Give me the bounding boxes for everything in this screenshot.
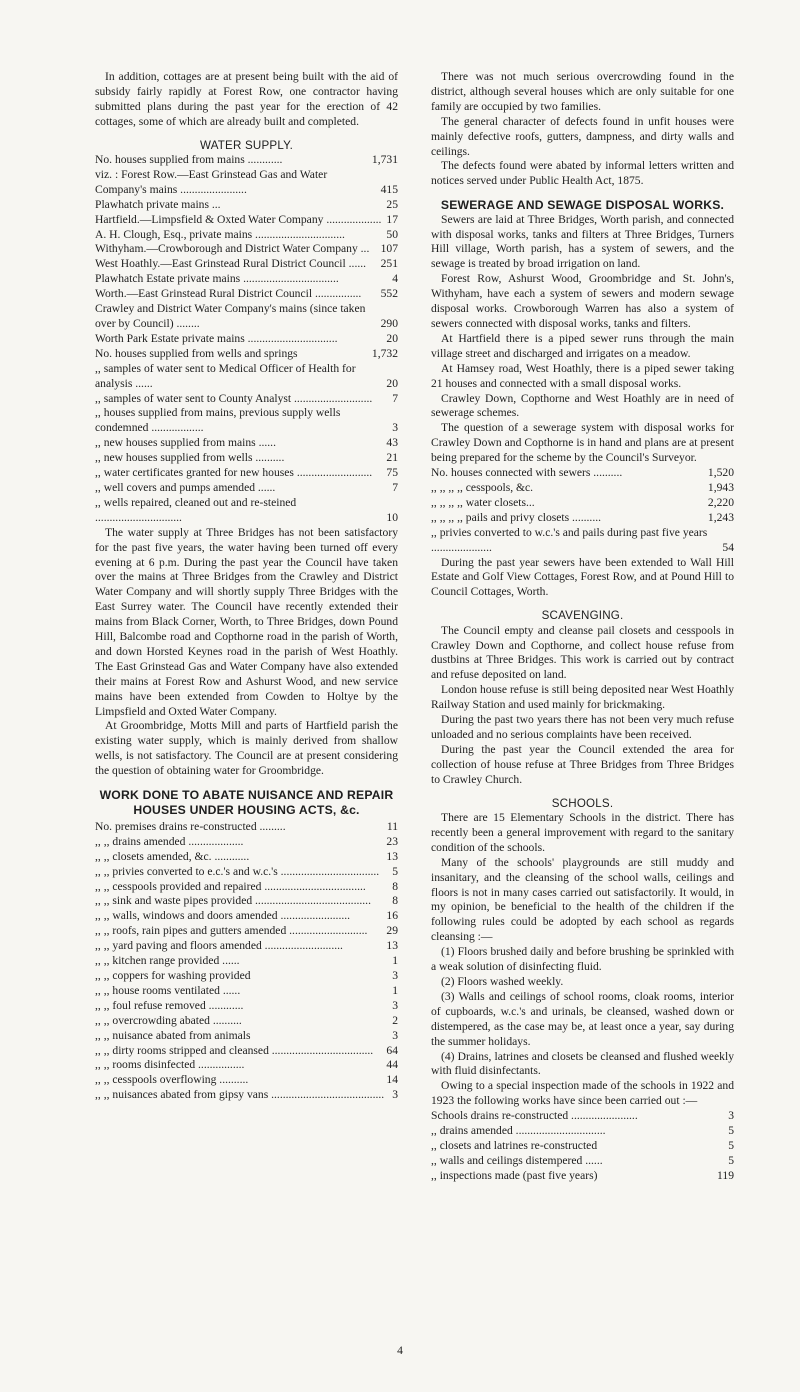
water-supply-row-value: 552 — [380, 287, 398, 301]
water-supply-row-label: Withyham.—Crowborough and District Water Company ... — [95, 242, 370, 256]
water-supply-row-label: Hartfield.—Limpsfield & Oxted Water Company ................... — [95, 212, 382, 226]
water-supply-row-value: 43 — [386, 436, 398, 450]
water-supply-row — [95, 242, 398, 257]
water-supply-row — [95, 213, 398, 228]
water-supply-row — [95, 496, 398, 526]
water-supply-row-label: No. houses supplied from wells and springs — [95, 346, 298, 360]
water-paragraph-1: The water supply at Three Bridges has not been satisfactory for the past five years, the water having been turned off every evening at 6 p.m. During the past year the Council have taken over the mains at Three Bridges from the Crawley and District Water Company and will shortly supply Three Bridges with the East Surrey water. The Council have recently extended their mains from Black Corner, Worth, to Three Bridges, down Pound Hill, Balcombe road and Copthorne road in the parish of Worth, and down Horsted Keynes road in the parish of West Hoathly. The East Grinstead Gas and Water Company have also extended their mains at Forest Row and Ashurst Wood, and new service mains have been extended from Cowden to Holtye by the Limpsfield and Oxted Water Company. — [95, 525, 398, 718]
schools-paragraph-1: There are 15 Elementary Schools in the district. There has recently been a general improvement with regard to the sanitary condition of the schools. — [431, 811, 734, 854]
sewer-connections-row-value: 2,220 — [707, 495, 734, 509]
sewer-connections-row — [431, 481, 734, 496]
overcrowding-paragraph-1: There was not much serious overcrowding found in the district, although several houses which are only suitable for one family are occupied by two families. — [431, 70, 734, 113]
work-done-row-label: ,, ,, roofs, rain pipes and gutters amended ........................... — [95, 924, 368, 938]
water-supply-row-value: 21 — [386, 451, 398, 465]
water-supply-row-value: 10 — [386, 510, 398, 524]
work-done-row-label: ,, ,, walls, windows and doors amended ........................ — [95, 909, 351, 923]
water-supply-row-label: ,, new houses supplied from mains ...... — [95, 436, 276, 450]
water-supply-row-value: 20 — [386, 376, 398, 390]
schools-works-row-label: ,, closets and latrines re-constructed — [431, 1138, 598, 1152]
sewer-connections-row-label: ,, privies converted to w.c.'s and pails during past five years ..................... — [431, 525, 708, 554]
water-supply-row-value: 415 — [380, 182, 398, 196]
sewerage-paragraph-4: At Hamsey road, West Hoathly, there is a piped sewer taking 21 houses and connected with a small disposal works. — [431, 361, 734, 390]
work-done-row-value: 11 — [386, 819, 398, 833]
water-supply-row-label: Plawhatch private mains ... — [95, 197, 221, 211]
work-done-row-value: 5 — [392, 864, 398, 878]
work-done-row-label: ,, ,, sink and waste pipes provided ........................................ — [95, 894, 371, 908]
work-done-row-label: ,, ,, house rooms ventilated ...... — [95, 983, 241, 997]
work-done-row — [95, 1044, 398, 1059]
schools-paragraph-2: Many of the schools' playgrounds are still muddy and insanitary, and the cleansing of the school walls, ceilings and floors is not in many cases carried out satisfactorily. It would, in my opinion, be beneficial to the health of the children if the following rules could be adopted by each school as regards cleansing :— — [431, 855, 734, 944]
sewer-connections-table — [431, 466, 734, 555]
work-done-row — [95, 954, 398, 969]
work-done-row-label: ,, ,, overcrowding abated .......... — [95, 1013, 242, 1027]
work-done-row-label: ,, ,, coppers for washing provided — [95, 968, 251, 982]
water-supply-row-label: A. H. Clough, Esq., private mains ............................... — [95, 227, 345, 241]
work-done-row — [95, 1029, 398, 1044]
work-done-row-value: 13 — [386, 939, 398, 953]
work-done-row-value: 16 — [386, 909, 398, 923]
schools-works-row-value: 5 — [728, 1138, 734, 1152]
water-supply-row-label: Plawhatch Estate private mains ................................. — [95, 272, 339, 286]
sewer-connections-row-label: No. houses connected with sewers .......... — [431, 466, 623, 480]
work-done-row-value: 8 — [392, 894, 398, 908]
work-done-row-value: 3 — [392, 998, 398, 1012]
water-supply-row — [95, 287, 398, 302]
work-done-row — [95, 880, 398, 895]
work-done-row-label: ,, ,, nuisances abated from gipsy vans ....................................... — [95, 1088, 385, 1102]
sewerage-paragraph-2: Forest Row, Ashurst Wood, Groombridge and St. John's, Withyham, have each a system of sewers and modern sewage disposal works. Crowborough Warren has also a system of sewers connected with disposal works, tanks and filters. — [431, 272, 734, 330]
work-done-row — [95, 999, 398, 1014]
work-done-row-value: 44 — [386, 1058, 398, 1072]
water-supply-row-value: 251 — [380, 257, 398, 271]
overcrowding-paragraph-2: The general character of defects found in unfit houses were mainly defective roofs, gutters, dampness, and dirty walls and ceilings. — [431, 114, 734, 158]
water-supply-row-value: 7 — [392, 480, 398, 494]
schools-works-row-value: 119 — [717, 1168, 734, 1182]
sewerage-paragraph-5: Crawley Down, Copthorne and West Hoathly are in need of sewerage schemes. — [431, 391, 734, 420]
work-done-row-value: 3 — [392, 1088, 398, 1102]
water-supply-row-value: 50 — [386, 227, 398, 241]
water-supply-row-value: 1,731 — [371, 153, 398, 167]
water-supply-row-label: ,, wells repaired, cleaned out and re-steined .............................. — [95, 495, 297, 524]
work-done-row-value: 13 — [386, 849, 398, 863]
sewer-connections-row — [431, 511, 734, 526]
water-supply-row-value: 1,732 — [371, 346, 398, 360]
work-done-row — [95, 894, 398, 909]
water-supply-row — [95, 466, 398, 481]
water-supply-row — [95, 362, 398, 392]
work-done-row-label: ,, ,, rooms disinfected ................ — [95, 1058, 245, 1072]
schools-works-row — [431, 1124, 734, 1139]
work-done-row-value: 1 — [392, 983, 398, 997]
water-supply-row — [95, 257, 398, 272]
work-done-row-value: 1 — [392, 954, 398, 968]
water-supply-row — [95, 406, 398, 436]
water-supply-row-label: ,, samples of water sent to Medical Officer of Health for analysis ...... — [95, 361, 356, 390]
water-supply-row-label: ,, new houses supplied from wells .......... — [95, 451, 285, 465]
work-done-row-label: ,, ,, dirty rooms stripped and cleansed ................................... — [95, 1043, 374, 1057]
sewer-connections-row-label: ,, ,, ,, ,, cesspools, &c. — [431, 480, 534, 494]
water-supply-row-value: 290 — [380, 317, 398, 330]
schools-rule-1: (1) Floors brushed daily and before brushing be sprinkled with a weak solution of disinfecting fluid. — [431, 945, 734, 974]
water-supply-heading: WATER SUPPLY. — [199, 138, 293, 152]
work-done-row-label: ,, ,, cesspools provided and repaired ................................... — [95, 879, 366, 893]
water-supply-row — [95, 198, 398, 213]
water-supply-row-label: Worth.—East Grinstead Rural District Council ................ — [95, 287, 362, 301]
scavenging-paragraph-2: London house refuse is still being deposited near West Hoathly Railway Station and used mainly for brickmaking. — [431, 683, 734, 712]
schools-works-row-value: 5 — [728, 1124, 734, 1138]
work-done-row-label: ,, ,, drains amended ................... — [95, 834, 244, 848]
work-done-row-value: 23 — [386, 834, 398, 848]
work-done-row-label: ,, ,, nuisance abated from animals — [95, 1028, 251, 1042]
work-done-row — [95, 984, 398, 999]
water-supply-row-value: 107 — [380, 242, 398, 256]
work-done-row-value: 29 — [386, 924, 398, 938]
schools-paragraph-3: Owing to a special inspection made of the schools in 1922 and 1923 the following works have since been carried out :— — [431, 1079, 734, 1108]
water-supply-row-label: ,, well covers and pumps amended ...... — [95, 480, 276, 494]
work-done-row — [95, 865, 398, 880]
water-supply-row-label: West Hoathly.—East Grinstead Rural District Council ...... — [95, 257, 367, 271]
schools-works-row-value: 5 — [728, 1153, 734, 1167]
schools-rule-2: (2) Floors washed weekly. — [441, 974, 564, 988]
water-supply-row-value: 20 — [386, 331, 398, 345]
overcrowding-paragraph-3: The defects found were abated by informal letters written and notices served under Public Health Act, 1875. — [431, 159, 734, 188]
work-done-row-value: 3 — [392, 968, 398, 982]
water-supply-row — [95, 272, 398, 287]
scavenging-heading: SCAVENGING. — [541, 609, 624, 623]
water-supply-row-value: 7 — [392, 391, 398, 405]
water-supply-row-value: 3 — [392, 421, 398, 435]
schools-works-row — [431, 1139, 734, 1154]
work-done-row-label: ,, ,, cesspools overflowing .......... — [95, 1073, 249, 1087]
right-column — [431, 70, 734, 1184]
water-supply-row — [95, 168, 398, 198]
water-supply-row-label: ,, houses supplied from mains, previous supply wells condemned .................. — [95, 406, 341, 435]
left-column — [95, 70, 398, 1103]
water-supply-row-label: No. houses supplied from mains ............ — [95, 153, 283, 167]
work-done-row — [95, 1088, 398, 1103]
schools-works-row-label: ,, walls and ceilings distempered ...... — [431, 1153, 603, 1167]
water-supply-row — [95, 228, 398, 243]
work-done-row — [95, 924, 398, 939]
work-done-row-label: ,, ,, foul refuse removed ............ — [95, 998, 244, 1012]
schools-works-row — [431, 1154, 734, 1169]
page-number: 4 — [397, 1344, 403, 1357]
water-supply-row-label: Worth Park Estate private mains ............................... — [95, 331, 338, 345]
work-done-heading: WORK DONE TO ABATE NUISANCE AND REPAIR HOUSES UNDER HOUSING ACTS, &c. — [99, 788, 394, 817]
sewerage-paragraph-6: The question of a sewerage system with disposal works for Crawley Down and Copthorne is in hand and plans are at present being prepared for the scheme by the Council's Surveyor. — [431, 421, 734, 465]
water-paragraph-2: At Groombridge, Motts Mill and parts of Hartfield parish the existing water supply, which is mainly derived from shallow wells, is not satisfactory. The Council are at present considering the question of obtaining water for Groombridge. — [95, 719, 398, 778]
water-supply-row — [95, 436, 398, 451]
sewer-connections-row-value: 1,943 — [707, 480, 734, 494]
water-supply-table — [95, 153, 398, 526]
sewer-connections-row-value: 54 — [722, 540, 734, 554]
water-supply-row-value: 25 — [386, 197, 398, 211]
water-supply-row — [95, 332, 398, 347]
water-supply-row-label: ,, samples of water sent to County Analyst ........................... — [95, 391, 373, 405]
work-done-row-value: 8 — [392, 879, 398, 893]
water-supply-row-value: 17 — [386, 212, 398, 226]
schools-rule-3: (3) Walls and ceilings of school rooms, cloak rooms, interior of cupboards, w.c.'s and urinals, be cleansed, washed down or distempered, as the case may be, at least once a year, say during the summer holidays. — [431, 989, 734, 1048]
scavenging-paragraph-3: During the past two years there has not been very much refuse unloaded and no serious complaints have been received. — [431, 713, 734, 741]
work-done-row — [95, 820, 398, 835]
water-supply-row-value: 75 — [386, 466, 398, 480]
work-done-row — [95, 909, 398, 924]
scavenging-paragraph-4: During the past year the Council extended the area for collection of house refuse at Three Bridges from Three Bridges to Crawley Church. — [431, 742, 734, 786]
schools-works-table — [431, 1109, 734, 1184]
schools-heading: SCHOOLS. — [551, 796, 614, 810]
work-done-row — [95, 835, 398, 850]
sewerage-paragraph-1: Sewers are laid at Three Bridges, Worth parish, and connected with disposal works, tanks and filters at Three Bridges, Turners Hill village, Worth parish, has a system of sewers, and the sewage is treated by broad irrigation on land. — [431, 212, 734, 271]
work-done-row-label: No. premises drains re-constructed ......... — [95, 819, 286, 833]
water-supply-row — [95, 302, 398, 332]
scavenging-paragraph-1: The Council empty and cleanse pail closets and cesspools in Crawley Down and Copthorne, and collect house refuse from dustbins at Three Bridges. This work is carried out by contract and refuse deposited on land. — [431, 623, 734, 682]
sewerage-paragraph-7: During the past year sewers have been extended to Wall Hill Estate and Golf View Cottages, Forest Row, and at Pound Hill to Council Cottages, Worth. — [431, 555, 734, 599]
sewerage-paragraph-3: At Hartfield there is a piped sewer runs through the main village street and discharged and irrigates on a meadow. — [431, 331, 734, 360]
schools-works-row — [431, 1109, 734, 1124]
schools-works-row-label: Schools drains re-constructed ....................... — [431, 1109, 638, 1123]
work-done-row — [95, 850, 398, 865]
schools-works-row — [431, 1169, 734, 1184]
sewer-connections-row-label: ,, ,, ,, ,, water closets... — [431, 495, 535, 509]
water-supply-row — [95, 451, 398, 466]
water-supply-row — [95, 153, 398, 168]
water-supply-row-label: Crawley and District Water Company's mains (since taken over by Council) ........ — [95, 302, 366, 330]
schools-rule-4: (4) Drains, latrines and closets be cleansed and flushed weekly with fluid disinfectants. — [431, 1049, 734, 1078]
work-done-row — [95, 939, 398, 954]
work-done-row-value: 14 — [386, 1073, 398, 1087]
sewer-connections-row — [431, 526, 734, 556]
work-done-row-value: 3 — [392, 1028, 398, 1042]
work-done-row — [95, 1014, 398, 1029]
sewer-connections-row — [431, 496, 734, 511]
schools-works-row-label: ,, inspections made (past five years) — [431, 1168, 598, 1182]
work-done-row-value: 2 — [392, 1013, 398, 1027]
water-supply-row — [95, 347, 398, 362]
work-done-row-label: ,, ,, privies converted to e.c.'s and w.c.'s .................................. — [95, 864, 380, 878]
schools-works-row-label: ,, drains amended ............................... — [431, 1124, 606, 1138]
sewer-connections-row-value: 1,520 — [707, 466, 734, 480]
intro-paragraph: In addition, cottages are at present being built with the aid of subsidy fairly rapidly at Forest Row, one contractor having submitted plans during the past year for the erection of 42 cottages, some of which are already built and completed. — [95, 70, 398, 128]
water-supply-row — [95, 392, 398, 407]
water-supply-row-label: viz. : Forest Row.—East Grinstead Gas and Water Company's mains ....................... — [95, 167, 328, 196]
work-done-row-label: ,, ,, yard paving and floors amended ........................... — [95, 939, 343, 953]
water-supply-row — [95, 481, 398, 496]
sewer-connections-row-label: ,, ,, ,, ,, pails and privy closets .......... — [431, 510, 602, 524]
work-done-row-label: ,, ,, closets amended, &c. ............ — [95, 849, 250, 863]
work-done-row — [95, 969, 398, 984]
sewer-connections-row — [431, 466, 734, 481]
sewerage-heading: SEWERAGE AND SEWAGE DISPOSAL WORKS. — [440, 198, 725, 213]
water-supply-row-value: 4 — [392, 272, 398, 286]
work-done-table — [95, 820, 398, 1103]
work-done-row — [95, 1058, 398, 1073]
schools-works-row-value: 3 — [728, 1109, 734, 1123]
work-done-row — [95, 1073, 398, 1088]
sewer-connections-row-value: 1,243 — [707, 510, 734, 524]
water-supply-row-label: ,, water certificates granted for new houses .......................... — [95, 466, 373, 480]
work-done-row-label: ,, ,, kitchen range provided ...... — [95, 954, 240, 968]
work-done-row-value: 64 — [386, 1043, 398, 1057]
